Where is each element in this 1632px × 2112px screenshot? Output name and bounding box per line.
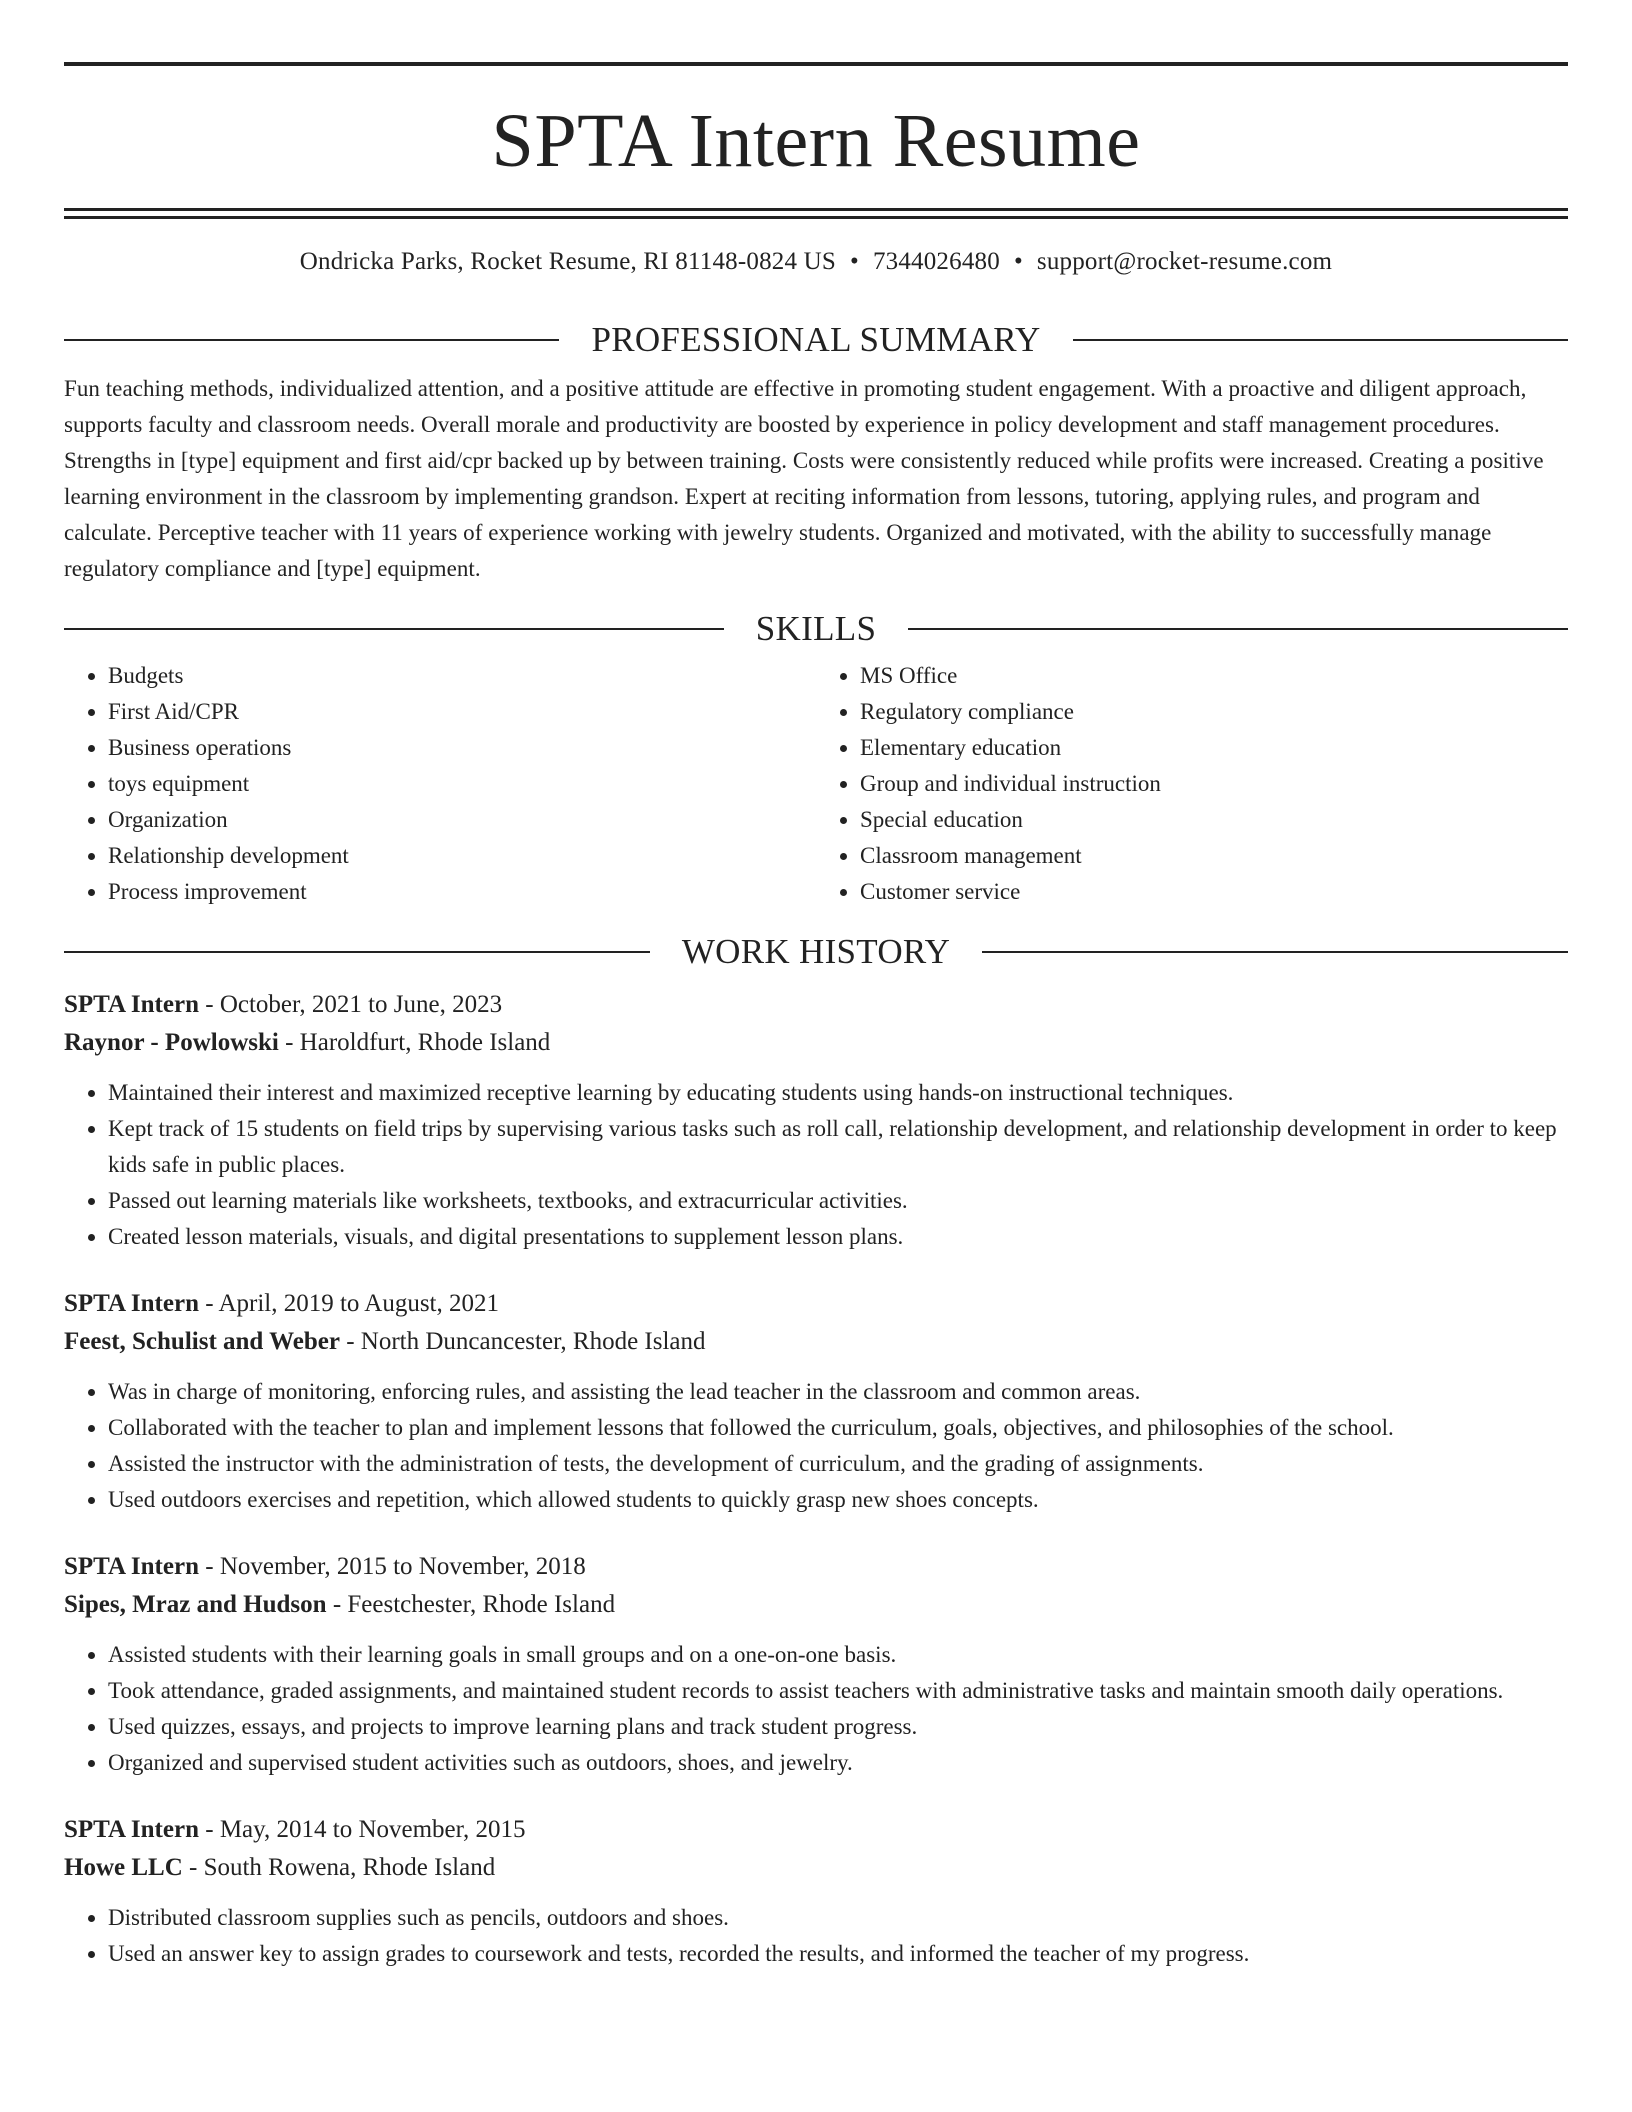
resume-page (64, 0, 1568, 1972)
resume-title: SPTA Intern Resume (491, 99, 1141, 183)
summary-text: Fun teaching methods, individualized attention, and a positive attitude are effective in promoting student engagement. With a proactive and diligent approach, supports faculty and classroom needs. Overall morale and productivity are boosted by experience in policy development and staff management procedures. Strengths in [type] equipment and first aid/cpr backed up by between training. Costs were consistently reduced while profits were increased. Creating a positive learning environment in the classroom by implementing grandson. Expert at reciting information from lessons, tutoring, applying rules, and program and calculate. Perceptive teacher with 11 years of experience working with jewelry students. Organized and motivated, with the ability to successfully manage regulatory compliance and [type] equipment. (64, 376, 1544, 581)
skill-item: • Classroom management (860, 838, 1568, 874)
heading-rule-right (1073, 339, 1568, 341)
job-title-line (64, 1285, 1568, 1323)
job-bullet: • Created lesson materials, visuals, and digital presentations to supplement lesson plans. (108, 1219, 1568, 1255)
contact-line (64, 247, 1568, 277)
skill-item: • Group and individual instruction (860, 766, 1568, 802)
skill-item: • Special education (860, 802, 1568, 838)
skill-item: • toys equipment (108, 766, 816, 802)
job-bullet: • Passed out learning materials like worksheets, textbooks, and extracurricular activities. (108, 1183, 1568, 1219)
job-title: SPTA Intern (64, 1816, 199, 1843)
job-location: South Rowena, Rhode Island (203, 1854, 496, 1881)
skills-list-right (816, 658, 1568, 910)
job-title-line (64, 986, 1568, 1024)
heading-rule-right (982, 951, 1568, 953)
job-entry (64, 1548, 1568, 1781)
skill-item: • Elementary education (860, 730, 1568, 766)
skill-item: • Process improvement (108, 874, 816, 910)
work-heading-row (64, 932, 1568, 972)
skill-item: • Relationship development (108, 838, 816, 874)
job-bullets (64, 1374, 1568, 1518)
job-entry (64, 986, 1568, 1255)
job-bullet: • Distributed classroom supplies such as pencils, outdoors and shoes. (108, 1900, 1568, 1936)
job-dates: November, 2015 to November, 2018 (219, 1553, 586, 1580)
job-title-line (64, 1548, 1568, 1586)
job-dates: May, 2014 to November, 2015 (219, 1816, 526, 1843)
job-dates-sep: - (198, 991, 220, 1018)
contact-email: support@rocket-resume.com (1036, 248, 1333, 275)
job-bullet: • Organized and supervised student activities such as outdoors, shoes, and jewelry. (108, 1745, 1568, 1781)
skill-item: • MS Office (860, 658, 1568, 694)
work-heading: WORK HISTORY (681, 932, 951, 971)
job-title-line (64, 1811, 1568, 1849)
job-company: Feest, Schulist and Weber (64, 1328, 340, 1355)
summary-heading: PROFESSIONAL SUMMARY (591, 320, 1041, 359)
job-location-sep: - (278, 1029, 300, 1056)
contact-separator: • (1013, 248, 1023, 275)
job-bullets (64, 1900, 1568, 1972)
job-bullet: • Assisted the instructor with the administration of tests, the development of curriculum, and the grading of assignments. (108, 1446, 1568, 1482)
work-history-list (64, 986, 1568, 1972)
skills-list-left (64, 658, 816, 910)
title-double-rule (64, 208, 1568, 219)
job-title: SPTA Intern (64, 1290, 199, 1317)
job-company: Raynor - Powlowski (64, 1029, 279, 1056)
skill-item: • Organization (108, 802, 816, 838)
job-location-sep: - (339, 1328, 361, 1355)
job-company-line (64, 1849, 1568, 1887)
job-company-line (64, 1323, 1568, 1361)
summary-heading-row (64, 320, 1568, 360)
job-dates-sep: - (198, 1816, 220, 1843)
job-dates: October, 2021 to June, 2023 (219, 991, 503, 1018)
heading-rule-left (64, 951, 650, 953)
job-location: Haroldfurt, Rhode Island (299, 1029, 551, 1056)
heading-rule-left (64, 339, 559, 341)
job-entry (64, 1285, 1568, 1518)
heading-rule-right (908, 628, 1568, 630)
contact-phone: 7344026480 (872, 248, 1000, 275)
job-location-sep: - (182, 1854, 204, 1881)
job-bullets (64, 1075, 1568, 1255)
skill-item: • Business operations (108, 730, 816, 766)
skill-item: • Regulatory compliance (860, 694, 1568, 730)
job-title: SPTA Intern (64, 991, 199, 1018)
skills-heading-row (64, 609, 1568, 649)
job-location: Feestchester, Rhode Island (347, 1591, 616, 1618)
job-company: Howe LLC (64, 1854, 183, 1881)
skills-columns (64, 658, 1568, 910)
job-bullet: • Was in charge of monitoring, enforcing rules, and assisting the lead teacher in the classroom and common areas. (108, 1374, 1568, 1410)
job-bullet: • Kept track of 15 students on field trips by supervising various tasks such as roll call, relationship development, and relationship development in order to keep kids safe in public places. (108, 1111, 1568, 1183)
job-entry (64, 1811, 1568, 1972)
contact-separator: • (849, 248, 859, 275)
job-bullet: • Used outdoors exercises and repetition, which allowed students to quickly grasp new shoes concepts. (108, 1482, 1568, 1518)
job-location: North Duncancester, Rhode Island (360, 1328, 706, 1355)
job-bullet: • Maintained their interest and maximized receptive learning by educating students using hands-on instructional techniques. (108, 1075, 1568, 1111)
job-bullet: • Used quizzes, essays, and projects to improve learning plans and track student progress. (108, 1709, 1568, 1745)
job-bullet: • Used an answer key to assign grades to coursework and tests, recorded the results, and informed the teacher of my progress. (108, 1936, 1568, 1972)
job-title: SPTA Intern (64, 1553, 199, 1580)
job-bullets (64, 1637, 1568, 1781)
job-company-line (64, 1024, 1568, 1062)
skill-item: • First Aid/CPR (108, 694, 816, 730)
top-rule (64, 62, 1568, 66)
job-dates: April, 2019 to August, 2021 (218, 1290, 500, 1317)
heading-rule-left (64, 628, 724, 630)
skills-heading: SKILLS (755, 609, 877, 648)
job-dates-sep: - (198, 1553, 220, 1580)
job-bullet: • Assisted students with their learning goals in small groups and on a one-on-one basis. (108, 1637, 1568, 1673)
skill-item: • Budgets (108, 658, 816, 694)
skill-item: • Customer service (860, 874, 1568, 910)
job-company: Sipes, Mraz and Hudson (64, 1591, 327, 1618)
job-bullet: • Collaborated with the teacher to plan and implement lessons that followed the curriculum, goals, objectives, and philosophies of the school. (108, 1410, 1568, 1446)
job-company-line (64, 1586, 1568, 1624)
contact-address: Ondricka Parks, Rocket Resume, RI 81148-0824 US (299, 248, 836, 275)
job-dates-sep: - (198, 1290, 219, 1317)
job-bullet: • Took attendance, graded assignments, and maintained student records to assist teachers with administrative tasks and maintain smooth daily operations. (108, 1673, 1568, 1709)
job-location-sep: - (326, 1591, 348, 1618)
